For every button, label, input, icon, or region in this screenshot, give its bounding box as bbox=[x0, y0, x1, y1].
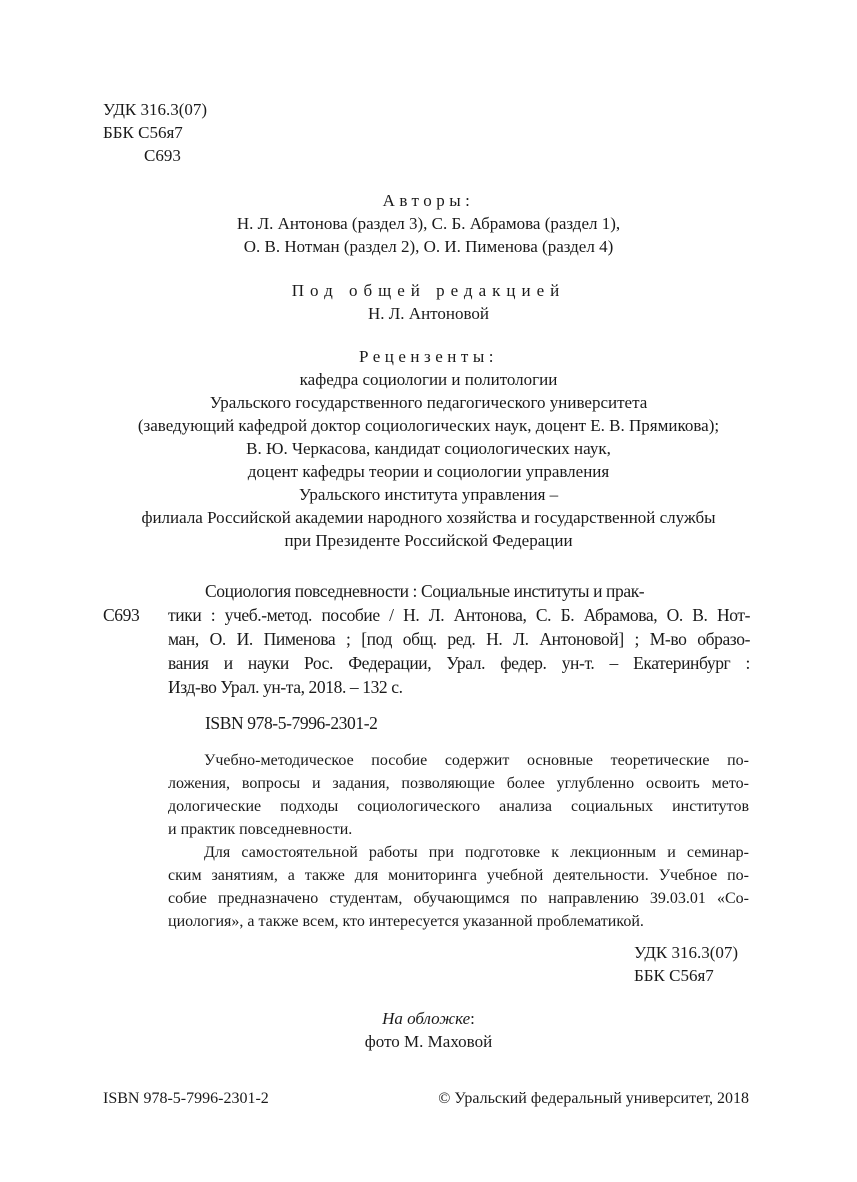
catalog-line: ман, О. И. Пименова ; [под общ. ред. Н. Л. Антоновой] ; М-во образо- bbox=[168, 629, 750, 649]
editor-heading: Под общей редакцией bbox=[291, 281, 566, 300]
editor-name: Н. Л. Антоновой bbox=[368, 304, 489, 323]
abstract-line: ложения, вопросы и задания, позволяющие более углубленно освоить мето- bbox=[168, 775, 749, 792]
authors-line: Н. Л. Антонова (раздел 3), С. Б. Абрамова (раздел 1), bbox=[236, 214, 621, 233]
copyright: © Уральский федеральный университет, 2018 bbox=[438, 1090, 749, 1107]
abstract-line: ским занятиям, а также для мониторинга учебной деятельности. Учебное по- bbox=[168, 867, 749, 884]
reviewer-line: кафедра социологии и политологии bbox=[299, 370, 558, 389]
abstract-line: и практик повседневности. bbox=[168, 821, 353, 838]
abstract-line: Для самостоятельной работы при подготовке к лекционным и семинар- bbox=[204, 844, 749, 861]
reviewer-line: Уральского института управления – bbox=[298, 485, 559, 504]
catalog-line: Социология повседневности : Социальные институты и прак- bbox=[205, 581, 645, 601]
cover-label bbox=[0, 1007, 857, 1031]
author-mark: С693 bbox=[144, 146, 181, 165]
reviewer-line: Уральского государственного педагогического университета bbox=[209, 393, 648, 412]
abstract-line: дологические подходы социологического анализа социальных институтов bbox=[168, 798, 749, 815]
authors-line: О. В. Нотман (раздел 2), О. И. Пименова (раздел 4) bbox=[243, 237, 614, 256]
catalog-mark: С693 bbox=[103, 605, 140, 625]
authors-heading: Авторы: bbox=[382, 191, 475, 210]
reviewer-line: при Президенте Российской Федерации bbox=[284, 531, 573, 550]
reviewer-line: доцент кафедры теории и социологии управления bbox=[247, 462, 610, 481]
abstract-line: Учебно-методическое пособие содержит основные теоретические по- bbox=[204, 752, 749, 769]
catalog-line: тики : учеб.-метод. пособие / Н. Л. Антонова, С. Б. Абрамова, О. В. Нот- bbox=[168, 605, 750, 625]
abstract-line: собие предназначено студентам, обучающимся по направлению 39.03.01 «Со- bbox=[168, 890, 749, 907]
cover-credit: фото М. Маховой bbox=[364, 1032, 493, 1051]
catalog-line: вания и науки Рос. Федерации, Урал. федер. ун-т. – Екатеринбург : bbox=[168, 653, 750, 673]
bottom-isbn: ISBN 978-5-7996-2301-2 bbox=[103, 1090, 269, 1107]
catalog-isbn: ISBN 978-5-7996-2301-2 bbox=[205, 713, 378, 733]
cover-label-text: На обложке bbox=[382, 1009, 471, 1028]
udk-code: УДК 316.3(07) bbox=[103, 100, 208, 119]
abstract-line: циология», а также всем, кто интересуется указанной проблематикой. bbox=[168, 913, 644, 930]
reviewers-heading: Рецензенты: bbox=[359, 347, 498, 366]
bbk-code: ББК С56я7 bbox=[103, 123, 183, 142]
reviewer-line: (заведующий кафедрой доктор социологических наук, доцент Е. В. Прямикова); bbox=[137, 416, 720, 435]
footer-udk-code: УДК 316.3(07) bbox=[634, 943, 739, 962]
catalog-line: Изд-во Урал. ун-та, 2018. – 132 с. bbox=[168, 677, 403, 697]
footer-bbk-code: ББК С56я7 bbox=[634, 966, 714, 985]
reviewer-line: филиала Российской академии народного хозяйства и государственной службы bbox=[141, 508, 716, 527]
cover-label-colon: : bbox=[470, 1009, 475, 1028]
reviewer-line: В. Ю. Черкасова, кандидат социологических наук, bbox=[246, 439, 611, 458]
